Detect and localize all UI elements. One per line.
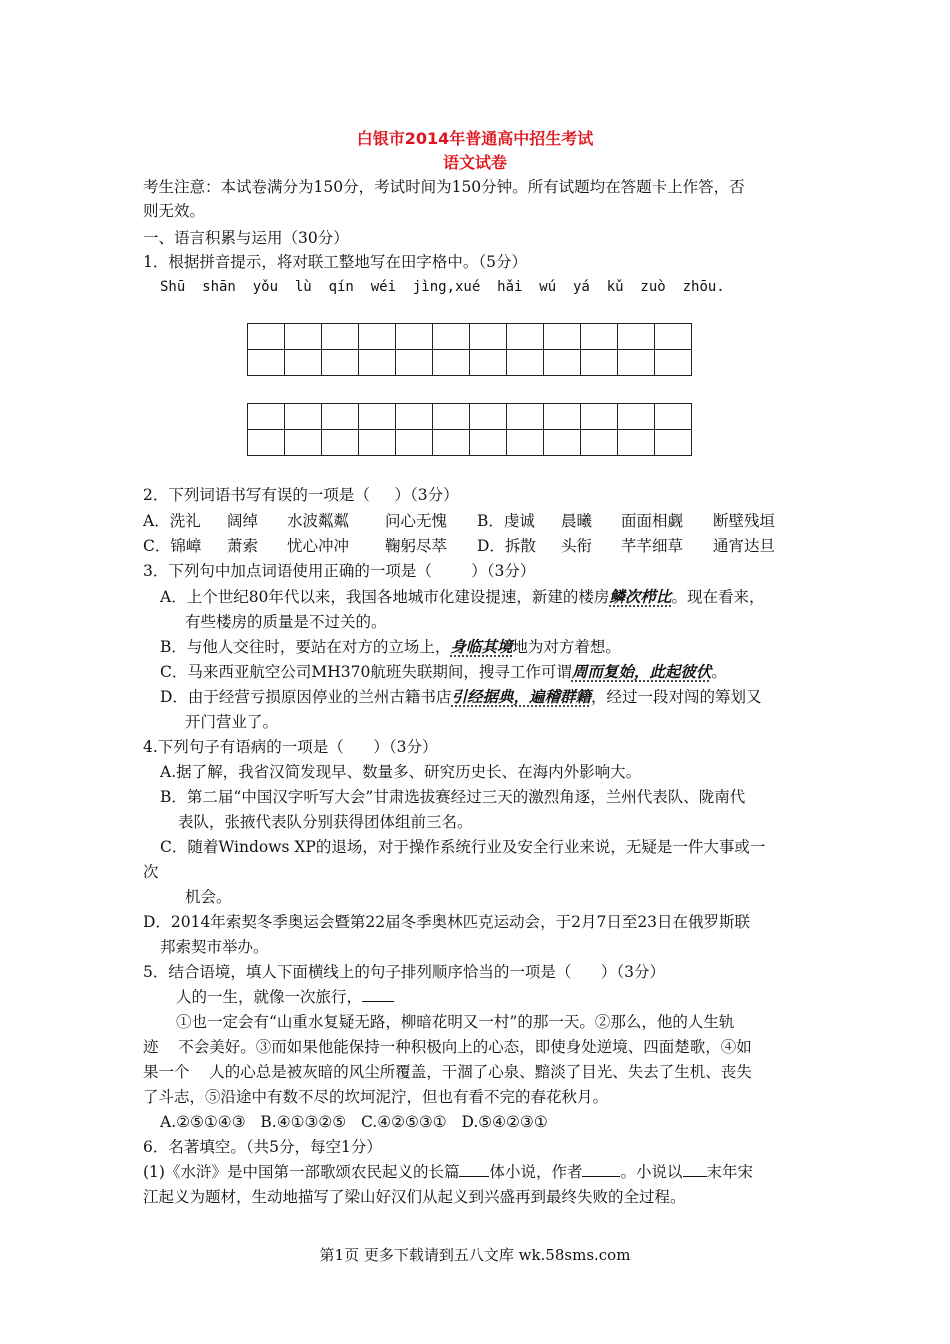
q3-c-tail: 。	[711, 663, 727, 681]
q3-stem: 3．下列句中加点词语使用正确的一项是（ ）（3分）	[143, 562, 536, 580]
q1-stem: 1．根据拼音提示，将对联工整地写在田字格中。（5分）	[143, 253, 527, 271]
q3-option-b	[160, 636, 621, 658]
q3-c-text: C．马来西亚航空公司MH370航班失联期间，搜寻工作可谓	[160, 663, 572, 681]
q2-d4: 通宵达旦	[713, 537, 776, 555]
q2-a4: 问心无愧	[385, 512, 448, 530]
q5-lead-text: 人的一生，就像一次旅行，	[176, 988, 363, 1006]
q6-blank-dynasty[interactable]	[683, 1162, 707, 1177]
q3-a-continuation: 有些楼房的质量是不过关的。	[185, 613, 387, 631]
q4-option-c-3: 机会。	[185, 888, 232, 906]
q3-d-text: D．由于经营亏损原因停业的兰州古籍书店	[160, 688, 452, 706]
q6-line-2: 江起义为题材，生动地描写了梁山好汉们从起义到兴盛再到最终失败的全过程。	[143, 1188, 686, 1206]
q2-c1: C．锦嶂	[143, 537, 202, 555]
q6-text-a: (1)《水浒》是中国第一部歌颂农民起义的长篇	[143, 1163, 460, 1181]
q5-lead	[176, 986, 394, 1008]
q3-c-emphasis: 周而复始，此起彼伏	[571, 662, 712, 681]
q3-d-emphasis: 引经据典，遍稽群籍	[451, 687, 591, 706]
q4-option-c-1: C．随着Windows XP的退场，对于操作系统行业及安全行业来说，无疑是一件大事或一	[160, 838, 766, 856]
q6-stem: 6．名著填空。（共5分，每空1分）	[143, 1138, 382, 1156]
q6-text-c: 。小说以	[620, 1163, 683, 1181]
writing-grid-upper[interactable]	[247, 323, 692, 376]
q4-option-d-2: 邦索契市举办。	[160, 938, 269, 956]
q3-b-emphasis: 身临其境	[450, 637, 513, 656]
q2-d3: 芊芊细草	[621, 537, 684, 555]
q4-option-a: A.据了解，我省汉简发现早、数量多、研究历史长、在海内外影响大。	[160, 763, 642, 781]
q1-pinyin: Shū shān yǒu lù qín wéi jìng,xué hǎi wú yá kǔ zuò zhōu.	[160, 279, 725, 295]
q2-c4: 鞠躬尽萃	[385, 537, 448, 555]
q6-text-b: 体小说，作者	[489, 1163, 583, 1181]
q4-option-d-1: D．2014年索契冬季奥运会暨第22届冬季奥林匹克运动会，于2月7日至23日在俄罗斯联	[143, 913, 751, 931]
q5-passage-4: 了斗志，⑤沿途中有数不尽的坎坷泥泞，但也有看不完的春花秋月。	[143, 1088, 609, 1106]
q2-d1: D．拆散	[477, 537, 536, 555]
notice-line-2: 则无效。	[143, 202, 206, 220]
q5-passage-3: 果一个 人的心总是被灰暗的风尘所覆盖，干涸了心泉、黯淡了目光、失去了生机、丧失	[143, 1063, 752, 1081]
q4-option-b-2: 表队，张掖代表队分别获得团体组前三名。	[178, 813, 473, 831]
q6-line-1	[143, 1161, 753, 1183]
q3-b-tail: 地为对方着想。	[512, 638, 621, 656]
q6-blank-genre[interactable]	[459, 1162, 489, 1177]
q5-stem: 5．结合语境，填人下面横线上的句子排列顺序恰当的一项是（ ）（3分）	[143, 963, 666, 981]
q2-a2: 阔绰	[227, 512, 259, 530]
q6-blank-author[interactable]	[582, 1162, 620, 1177]
q2-a3: 水波粼粼	[287, 512, 350, 530]
q3-option-c	[160, 661, 727, 683]
writing-grid-lower[interactable]	[247, 403, 692, 456]
exam-subtitle: 语文试卷	[442, 153, 507, 172]
q3-a-tail: 。现在看来，	[671, 588, 765, 606]
q2-d2: 头衔	[561, 537, 593, 555]
page-footer: 第1页 更多下载请到五八文库 wk.58sms.com	[319, 1246, 631, 1264]
q3-option-a	[160, 586, 764, 608]
q2-c2: 萧索	[227, 537, 259, 555]
q2-stem: 2．下列词语书写有误的一项是（ ）（3分）	[143, 486, 459, 504]
exam-title: 白银市2014年普通高中招生考试	[356, 129, 594, 148]
q5-passage-1: ①也一定会有“山重水复疑无路，柳暗花明又一村”的那一天。②那么，他的人生轨	[176, 1013, 735, 1031]
q3-option-d	[160, 686, 761, 708]
q2-b1: B．虔诚	[477, 512, 535, 530]
q2-b3: 面面相觑	[621, 512, 684, 530]
q5-passage-2: 迹 不会美好。③而如果他能保持一种积极向上的心态，即使身处逆境、四面楚歌，④如	[143, 1038, 752, 1056]
q2-row-cd	[143, 535, 775, 557]
q4-stem: 4.下列句子有语病的一项是（ ）（3分）	[143, 738, 438, 756]
q4-option-c-2: 次	[143, 863, 159, 881]
q3-a-text: A．上个世纪80年代以来，我国各地城市化建设提速，新建的楼房	[160, 588, 610, 606]
q3-b-text: B．与他人交往时，要站在对方的立场上，	[160, 638, 451, 656]
section-heading: 一、语言积累与运用（30分）	[143, 229, 349, 247]
q3-d-continuation: 开门营业了。	[185, 713, 279, 731]
q2-b4: 断壁残垣	[713, 512, 776, 530]
q2-c3: 忧心冲冲	[287, 537, 350, 555]
q2-a1: A．洗礼	[143, 512, 201, 530]
q2-row-ab	[143, 510, 775, 532]
q4-option-b-1: B．第二届“中国汉字听写大会”甘肃选拔赛经过三天的激烈角逐，兰州代表队、陇南代	[160, 788, 746, 806]
q3-d-tail: ，经过一段对闯的筹划又	[590, 688, 762, 706]
q5-answer-blank[interactable]	[362, 987, 394, 1002]
q6-text-d: 末年宋	[706, 1163, 754, 1181]
q3-a-emphasis: 鳞次栉比	[609, 587, 672, 606]
notice-line-1: 考生注意：本试卷满分为150分，考试时间为150分钟。所有试题均在答题卡上作答，否	[143, 178, 745, 196]
q5-options: A.②⑤①④③ B.④①③②⑤ C.④②⑤③① D.⑤④②③①	[160, 1113, 548, 1131]
q2-b2: 晨曦	[561, 512, 593, 530]
